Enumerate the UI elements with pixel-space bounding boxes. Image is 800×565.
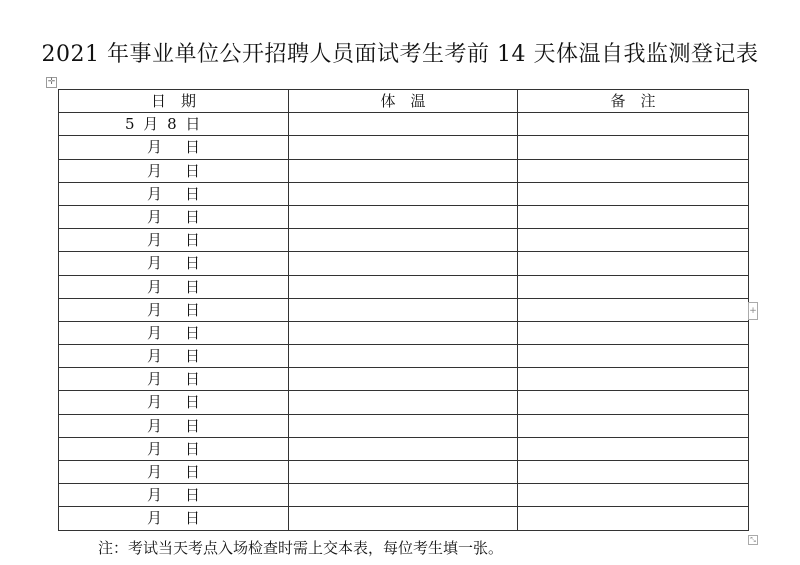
temperature-cell[interactable] xyxy=(289,136,518,159)
table-row xyxy=(59,298,749,321)
temperature-cell[interactable] xyxy=(289,229,518,252)
footnote: 注：考试当天考点入场检查时需上交本表，每位考生填一张。 xyxy=(98,539,504,557)
remarks-cell[interactable] xyxy=(518,229,749,252)
temperature-cell[interactable] xyxy=(289,252,518,275)
day-label: 日 xyxy=(185,439,201,458)
first-date-value: 5 月 8 日 xyxy=(125,115,203,134)
month-label: 月 xyxy=(147,138,163,157)
table-resize-handle-icon[interactable]: ⤡ xyxy=(748,535,758,545)
month-label: 月 xyxy=(147,184,163,203)
day-label: 日 xyxy=(185,207,201,226)
month-label: 月 xyxy=(147,231,163,250)
remarks-cell[interactable] xyxy=(518,113,749,136)
date-cell[interactable] xyxy=(59,113,289,136)
header-remarks: 备 注 xyxy=(518,90,749,113)
add-row-icon[interactable]: + xyxy=(748,302,758,320)
temperature-cell[interactable] xyxy=(289,182,518,205)
remarks-cell[interactable] xyxy=(518,298,749,321)
table-row xyxy=(59,136,749,159)
remarks-cell[interactable] xyxy=(518,345,749,368)
day-label: 日 xyxy=(185,486,201,505)
day-label: 日 xyxy=(185,509,201,528)
table-row xyxy=(59,252,749,275)
date-cell[interactable] xyxy=(59,229,289,252)
temperature-cell[interactable] xyxy=(289,159,518,182)
table-row xyxy=(59,182,749,205)
temperature-cell[interactable] xyxy=(289,507,518,530)
temperature-cell[interactable] xyxy=(289,321,518,344)
table-row xyxy=(59,484,749,507)
table-header-row xyxy=(59,90,749,113)
day-label: 日 xyxy=(185,463,201,481)
header-date: 日 期 xyxy=(59,90,289,113)
day-label: 日 xyxy=(185,416,201,435)
day-label: 日 xyxy=(185,254,201,273)
remarks-cell[interactable] xyxy=(518,159,749,182)
month-label: 月 xyxy=(147,323,163,342)
month-label: 月 xyxy=(147,393,163,412)
month-label: 月 xyxy=(147,439,163,458)
remarks-cell[interactable] xyxy=(518,182,749,205)
month-label: 月 xyxy=(147,300,163,319)
remarks-cell[interactable] xyxy=(518,461,749,484)
table-row xyxy=(59,368,749,391)
remarks-cell[interactable] xyxy=(518,414,749,437)
table-move-handle-icon[interactable]: ✛ xyxy=(47,77,56,87)
day-label: 日 xyxy=(185,277,201,296)
remarks-cell[interactable] xyxy=(518,205,749,228)
date-cell[interactable] xyxy=(59,321,289,344)
table-row xyxy=(59,205,749,228)
date-cell[interactable] xyxy=(59,414,289,437)
month-label: 月 xyxy=(147,347,163,366)
month-label: 月 xyxy=(147,416,163,435)
table-row xyxy=(59,507,749,530)
day-label: 日 xyxy=(185,138,201,157)
month-label: 月 xyxy=(147,486,163,505)
month-label: 月 xyxy=(147,277,163,296)
date-cell[interactable] xyxy=(59,298,289,321)
date-cell[interactable] xyxy=(59,136,289,159)
remarks-cell[interactable] xyxy=(518,275,749,298)
table-row xyxy=(59,229,749,252)
month-label: 月 xyxy=(147,161,163,180)
day-label: 日 xyxy=(185,161,201,180)
date-cell[interactable] xyxy=(59,205,289,228)
date-cell[interactable] xyxy=(59,159,289,182)
remarks-cell[interactable] xyxy=(518,136,749,159)
table-row xyxy=(59,345,749,368)
temperature-cell[interactable] xyxy=(289,368,518,391)
month-label: 月 xyxy=(147,207,163,226)
temperature-cell[interactable] xyxy=(289,391,518,414)
table-row xyxy=(59,275,749,298)
temperature-cell[interactable] xyxy=(289,414,518,437)
month-label: 月 xyxy=(147,254,163,273)
date-cell[interactable] xyxy=(59,461,289,484)
table-row xyxy=(59,321,749,344)
table-row xyxy=(59,414,749,437)
date-cell[interactable] xyxy=(59,275,289,298)
table-row xyxy=(59,159,749,182)
temperature-cell[interactable] xyxy=(289,437,518,460)
table-row xyxy=(59,113,749,136)
date-cell[interactable] xyxy=(59,345,289,368)
date-cell[interactable] xyxy=(59,437,289,460)
remarks-cell[interactable] xyxy=(518,321,749,344)
date-cell[interactable] xyxy=(59,252,289,275)
temperature-log-table xyxy=(58,89,749,531)
month-label: 月 xyxy=(147,370,163,389)
day-label: 日 xyxy=(185,370,201,389)
date-cell[interactable] xyxy=(59,368,289,391)
month-label: 月 xyxy=(147,463,163,481)
date-cell[interactable] xyxy=(59,391,289,414)
remarks-cell[interactable] xyxy=(518,507,749,530)
document-title: 2021 年事业单位公开招聘人员面试考生考前 14 天体温自我监测登记表 xyxy=(41,42,759,67)
remarks-cell[interactable] xyxy=(518,484,749,507)
date-cell[interactable] xyxy=(59,507,289,530)
table-row xyxy=(59,461,749,484)
month-label: 月 xyxy=(147,509,163,528)
day-label: 日 xyxy=(185,184,201,203)
remarks-cell[interactable] xyxy=(518,252,749,275)
table-row xyxy=(59,391,749,414)
temperature-cell[interactable] xyxy=(289,345,518,368)
table-row xyxy=(59,437,749,460)
temperature-cell[interactable] xyxy=(289,205,518,228)
remarks-cell[interactable] xyxy=(518,368,749,391)
date-cell[interactable] xyxy=(59,484,289,507)
temperature-cell[interactable] xyxy=(289,461,518,484)
remarks-cell[interactable] xyxy=(518,437,749,460)
remarks-cell[interactable] xyxy=(518,391,749,414)
temperature-cell[interactable] xyxy=(289,484,518,507)
temperature-cell[interactable] xyxy=(289,113,518,136)
day-label: 日 xyxy=(185,323,201,342)
day-label: 日 xyxy=(185,347,201,366)
temperature-cell[interactable] xyxy=(289,275,518,298)
temperature-cell[interactable] xyxy=(289,298,518,321)
day-label: 日 xyxy=(185,393,201,412)
day-label: 日 xyxy=(185,231,201,250)
day-label: 日 xyxy=(185,300,201,319)
header-temperature: 体 温 xyxy=(289,90,518,113)
date-cell[interactable] xyxy=(59,182,289,205)
